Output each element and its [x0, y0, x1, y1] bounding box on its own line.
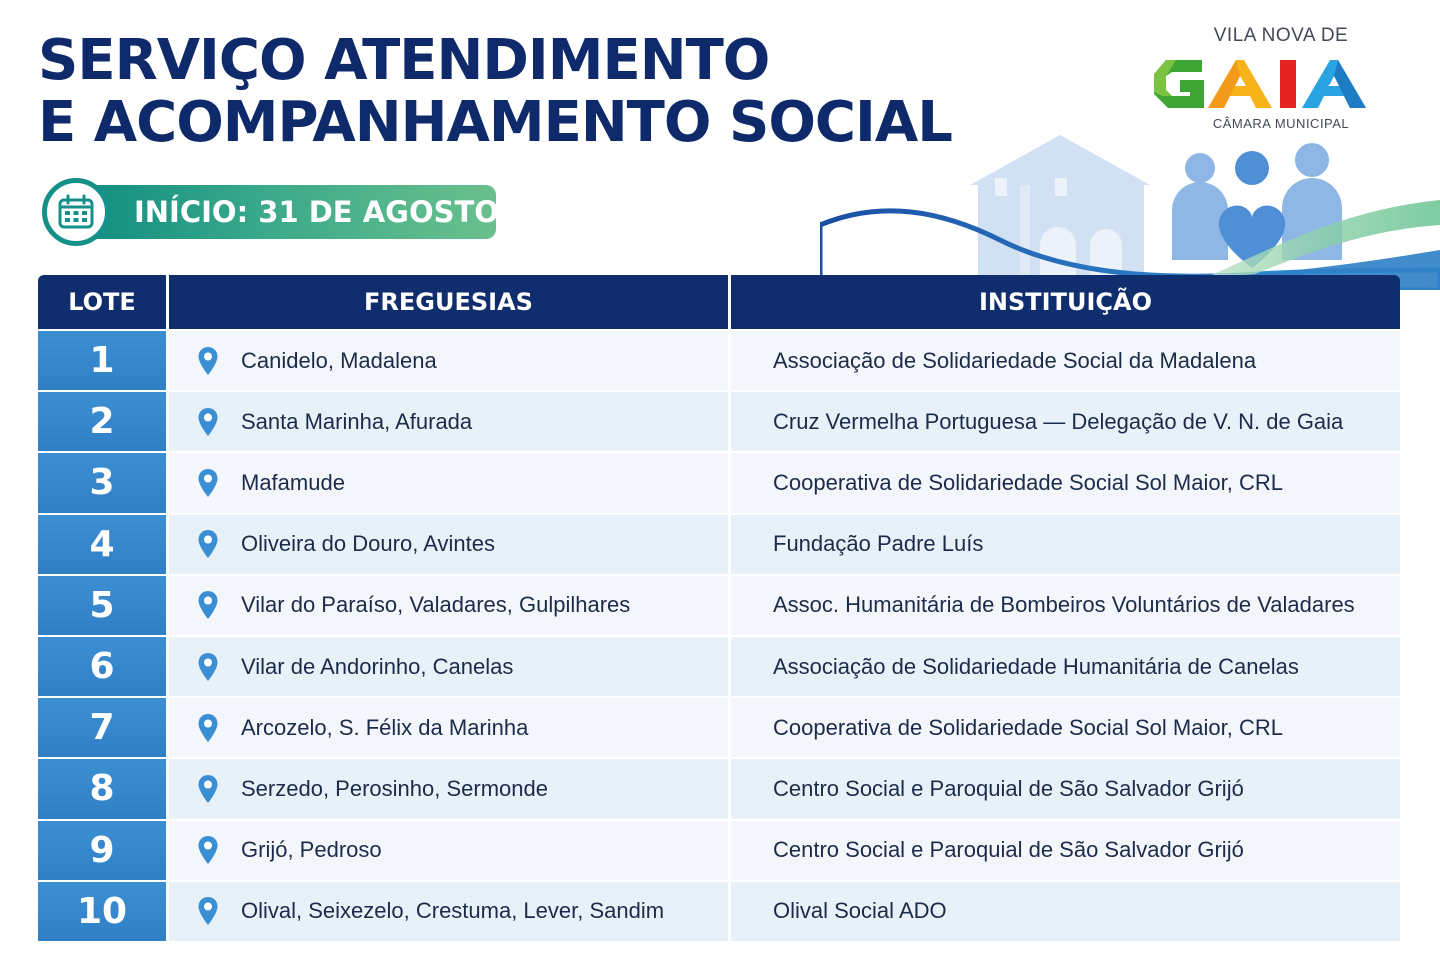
location-pin-icon: [197, 652, 219, 682]
freguesias-text: Oliveira do Douro, Avintes: [241, 531, 495, 557]
building-illustration: [970, 135, 1150, 280]
lote-number: 6: [38, 637, 169, 696]
page-title: [38, 30, 952, 154]
freguesias-text: Olival, Seixezelo, Crestuma, Lever, Sandim: [241, 898, 665, 924]
freguesias-cell: [169, 637, 731, 696]
gaia-wordmark: [1152, 54, 1410, 112]
location-pin-icon: [197, 713, 219, 743]
community-illustration: [820, 130, 1440, 290]
table-row: [38, 329, 1400, 390]
freguesias-cell: [169, 515, 731, 574]
start-date-badge: [42, 182, 499, 242]
freguesias-cell: [169, 576, 731, 635]
freguesias-text: Mafamude: [241, 469, 345, 495]
location-pin-icon: [197, 468, 219, 498]
instituicao-cell: [731, 759, 1400, 818]
freguesias-cell: [169, 453, 731, 512]
header-lote: LOTE: [38, 275, 169, 329]
location-pin-icon: [197, 896, 219, 926]
instituicao-cell: [731, 331, 1400, 390]
freguesias-text: Arcozelo, S. Félix da Marinha: [241, 714, 529, 740]
freguesias-cell: [169, 331, 731, 390]
lote-number: 3: [38, 453, 169, 512]
freguesias-text: Grijó, Pedroso: [241, 837, 382, 863]
table-row: [38, 819, 1400, 880]
instituicao-cell: [731, 453, 1400, 512]
table-body: [38, 329, 1400, 941]
lots-table: [38, 275, 1400, 941]
location-pin-icon: [197, 590, 219, 620]
freguesias-cell: [169, 821, 731, 880]
lote-number: 10: [38, 882, 169, 941]
start-date-label: INÍCIO: 31 DE AGOSTO: [134, 195, 499, 229]
table-row: [38, 451, 1400, 512]
location-pin-icon: [197, 835, 219, 865]
instituicao-cell: [731, 882, 1400, 941]
title-line-2: E ACOMPANHAMENTO SOCIAL: [38, 90, 952, 155]
table-header: [38, 275, 1400, 329]
freguesias-text: Serzedo, Perosinho, Sermonde: [241, 775, 548, 801]
calendar-icon: [42, 178, 110, 246]
location-pin-icon: [197, 774, 219, 804]
instituicao-text: Fundação Padre Luís: [773, 531, 984, 557]
instituicao-cell: [731, 392, 1400, 451]
freguesias-cell: [169, 759, 731, 818]
freguesias-cell: [169, 882, 731, 941]
table-row: [38, 635, 1400, 696]
instituicao-cell: [731, 821, 1400, 880]
lote-number: 8: [38, 759, 169, 818]
instituicao-text: Centro Social e Paroquial de São Salvador Grijó: [773, 837, 1244, 863]
freguesias-cell: [169, 698, 731, 757]
header-instituicao: INSTITUIÇÃO: [979, 288, 1152, 316]
location-pin-icon: [197, 407, 219, 437]
instituicao-text: Centro Social e Paroquial de São Salvador Grijó: [773, 775, 1244, 801]
table-row: [38, 880, 1400, 941]
logo-bottom-text: CÂMARA MUNICIPAL: [1212, 116, 1350, 131]
instituicao-cell: [731, 515, 1400, 574]
instituicao-text: Assoc. Humanitária de Bombeiros Voluntários de Valadares: [773, 592, 1355, 618]
instituicao-text: Associação de Solidariedade Social da Madalena: [773, 347, 1257, 373]
instituicao-text: Associação de Solidariedade Humanitária de Canelas: [773, 653, 1299, 679]
lote-number: 2: [38, 392, 169, 451]
freguesias-text: Canidelo, Madalena: [241, 347, 437, 373]
logo-top-text: VILA NOVA DE: [1213, 25, 1349, 46]
instituicao-text: Cooperativa de Solidariedade Social Sol Maior, CRL: [773, 469, 1283, 495]
freguesias-text: Vilar do Paraíso, Valadares, Gulpilhares: [241, 592, 631, 618]
instituicao-cell: [731, 637, 1400, 696]
lote-number: 7: [38, 698, 169, 757]
instituicao-cell: [731, 576, 1400, 635]
header-freguesias: FREGUESIAS: [169, 275, 731, 329]
table-row: [38, 574, 1400, 635]
lote-number: 5: [38, 576, 169, 635]
title-line-1: SERVIÇO ATENDIMENTO: [38, 28, 770, 93]
table-row: [38, 390, 1400, 451]
instituicao-cell: [731, 698, 1400, 757]
lote-number: 9: [38, 821, 169, 880]
location-pin-icon: [197, 346, 219, 376]
gaia-logo: [1150, 24, 1412, 140]
table-row: [38, 513, 1400, 574]
instituicao-text: Cooperativa de Solidariedade Social Sol Maior, CRL: [773, 714, 1283, 740]
instituicao-text: Olival Social ADO: [773, 898, 947, 924]
lote-number: 4: [38, 515, 169, 574]
lote-number: 1: [38, 331, 169, 390]
table-row: [38, 696, 1400, 757]
freguesias-text: Vilar de Andorinho, Canelas: [241, 653, 514, 679]
table-row: [38, 757, 1400, 818]
location-pin-icon: [197, 529, 219, 559]
freguesias-cell: [169, 392, 731, 451]
freguesias-text: Santa Marinha, Afurada: [241, 408, 473, 434]
instituicao-text: Cruz Vermelha Portuguesa — Delegação de V. N. de Gaia: [773, 408, 1344, 434]
